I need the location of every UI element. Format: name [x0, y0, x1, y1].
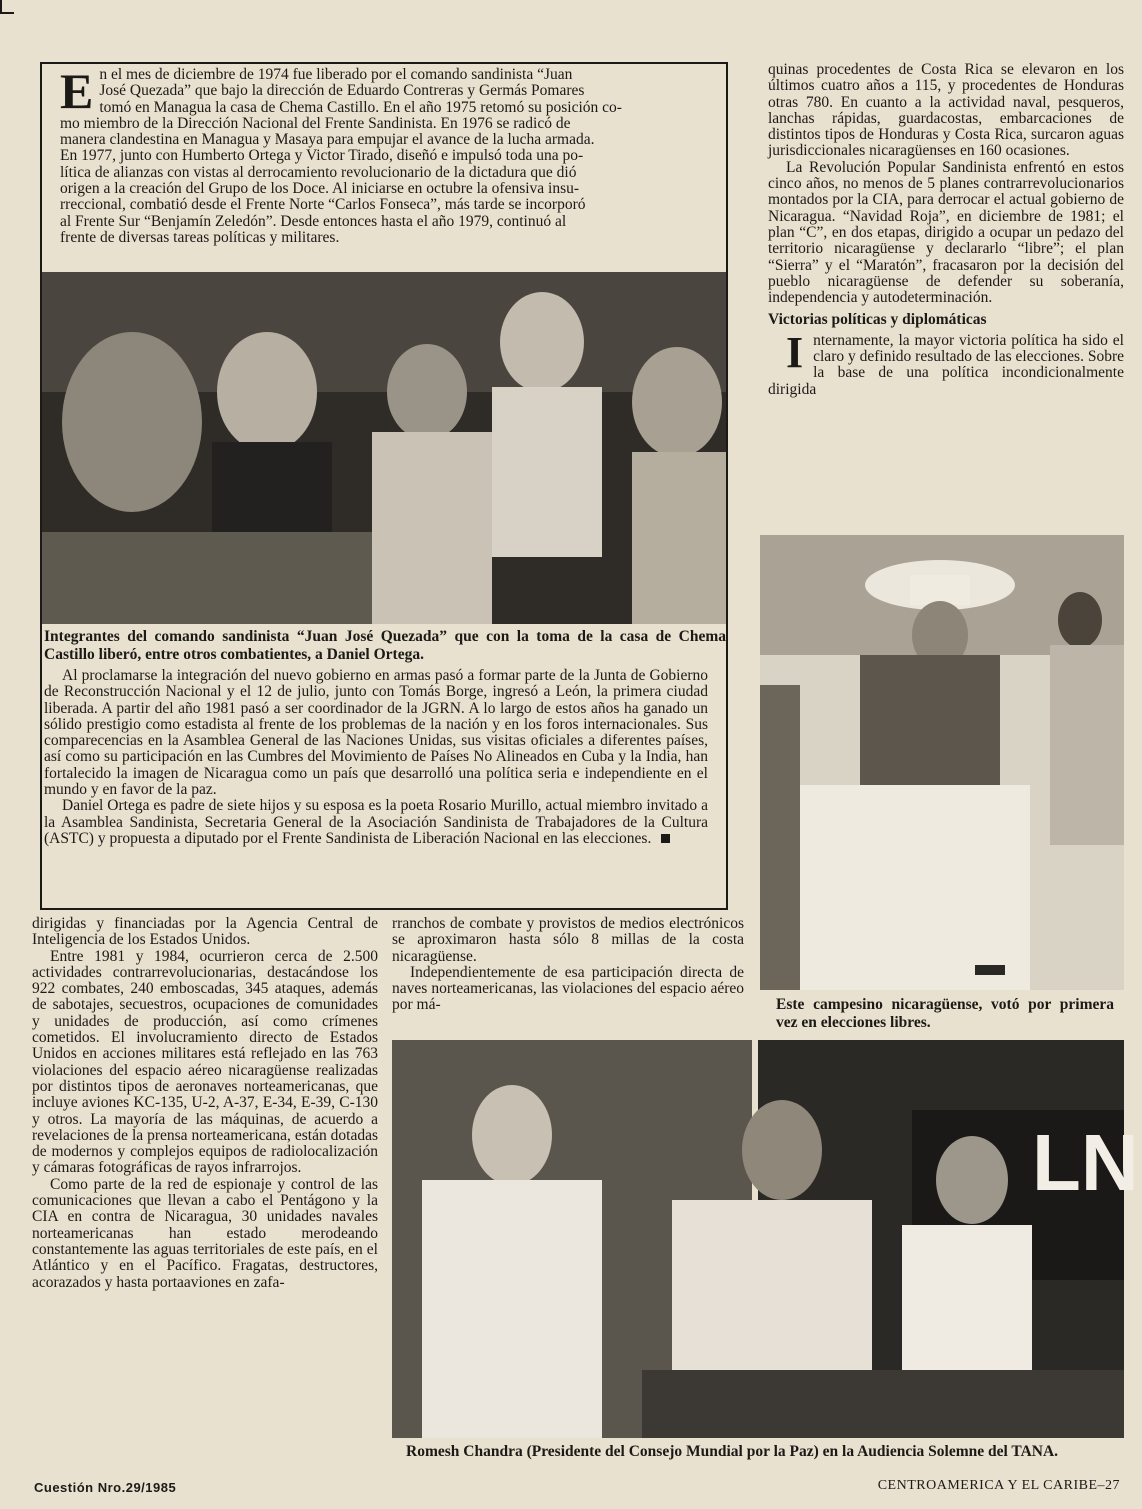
paragraph: dirigidas y financiadas por la Agencia Central de Inteligencia de los Estados Unidos. — [32, 915, 378, 949]
tana-photo-caption: Romesh Chandra (Presidente del Consejo Mundial por la Paz) en la Audiencia Solemne del TANA. — [406, 1443, 1059, 1460]
dropcap: E — [60, 63, 94, 119]
paragraph: Independientemente de esa participación directa de naves norteamericanas, las violaciones del espacio aéreo por má- — [392, 963, 744, 1014]
lower-left-column-text — [32, 916, 378, 1291]
paragraph: quinas procedentes de Costa Rica se elevaron en los últimos cuatro años a 115, y procedentes de Honduras otras 780. En cuanto a la actividad naval, pesqueros, lanchas rápidas, guardacostas, embarcaciones de distintos tipos de Honduras y Costa Rica, surcaron aguas jurisdiccionales nicaragüenses en 160 ocasiones. — [768, 61, 1124, 160]
dropcap: I — [786, 327, 804, 377]
intro-line: José Quezada” que bajo la dirección de Eduardo Contreras y Germás Pomares — [99, 82, 585, 100]
paragraph: Entre 1981 y 1984, ocurrieron cerca de 2.500 actividades contrarrevolucionarias, destacándose los 922 combates, 240 emboscadas, 345 ataques, además de sabotajes, secuestros, ocupaciones de comunidades y unidades de producción, así como crímenes cometidos. El involucramiento directo de Estados Unidos en acciones militares está reflejado en las 763 violaciones del espacio aéreo nicaragüense realizadas por distintos tipos de aeronaves norteamericanas, que incluye aviones KC-135, U-2, A-37, E-34, E-39, C-130 y otros. La mayoría de las máquinas, de acuerdo a revelaciones de la prensa norteamericana, están dotadas de modernos y complejos equipos de radiolocalización y cámaras fotográficas de rayos infrarrojos. — [32, 947, 378, 1177]
voter-photo-caption: Este campesino nicaragüense, votó por primera vez en elecciones libres. — [776, 996, 1114, 1031]
intro-line: rreccional, combatió desde el Frente Norte “Carlos Fonseca”, más tarde se incorporó — [60, 196, 586, 214]
boxed-article-body — [44, 668, 708, 847]
footer-issue: Cuestión Nro.29/1985 — [34, 1480, 177, 1495]
intro-line: mo miembro de la Dirección Nacional del Frente Sandinista. En 1976 se radicó de — [60, 114, 571, 132]
banner-lettering: LN — [1032, 1118, 1139, 1207]
paragraph — [44, 798, 708, 847]
intro-line: En 1977, junto con Humberto Ortega y Victor Tirado, diseñó e impulsó toda una po- — [60, 147, 584, 165]
intro-line: tomó en Managua la casa de Chema Castillo. En el año 1975 retomó su posición co- — [99, 98, 622, 116]
intro-line: lítica de alianzas con vistas al derrocamiento revolucionario de la dictadura que dió — [60, 163, 577, 181]
paragraph: La Revolución Popular Sandinista enfrentó en estos cinco años, no menos de 5 planes contrarrevolucionarios montados por la CIA, para derrocar el actual gobierno de Nicaragua. “Navidad Roja”, en diciembre de 1981; el plan “C”, en dos etapas, dirigido a ocupar un pedazo del territorio nicaragüense y declararlo “libre”; el plan “Sierra” y el “Maratón”, fracasaron por la decisión del pueblo nicaragüense de defender su soberanía, independencia y autodeterminación. — [768, 158, 1124, 307]
commando-photo-caption: Integrantes del comando sandinista “Juan José Quezada” que con la toma de la casa de Chema Castillo liberó, entre otros combatientes, a Daniel Ortega. — [44, 628, 726, 663]
paragraph — [768, 327, 1124, 398]
intro-line: frente de diversas tareas políticas y militares. — [60, 228, 340, 246]
middle-column-text — [392, 916, 744, 1014]
paragraph-text: nternamente, la mayor victoria política ha sido el claro y definido resultado de las elecciones. Sobre la base de una política incondicionalmente dirigida — [768, 331, 1124, 398]
boxed-article-intro — [60, 63, 720, 246]
intro-line: origen a la creación del Grupo de los Doce. Al iniciarse en octubre la ofensiva insu- — [60, 180, 580, 198]
paragraph: rranchos de combate y provistos de medios electrónicos se aproximaron hasta sólo 8 millas de la costa nicaragüense. — [392, 915, 744, 965]
tana-audience-photo — [392, 1040, 1139, 1438]
section-heading: Victorias políticas y diplomáticas — [768, 311, 987, 329]
paragraph: Al proclamarse la integración del nuevo gobierno en armas pasó a formar parte de la Junta de Gobierno de Reconstrucción Nacional y el 12 de julio, junto con Tomás Borge, ingresó a León, la primera ciudad liberada. A partir del año 1981 pasó a ser coordinador de la JGRN. A lo largo de estos años ha ganado un sólido prestigio como estadista al frente de los problemas de la nación y en los foros internacionales. Sus comparecencias en la Asamblea General de las Naciones Unidas, sus visitas oficiales a diferentes países, así como su participación en las Cumbres del Movimiento de Países No Alineados en Cuba y la India, han fortalecido la imagen de Nicaragua como un país que desarrolló una política seria e independiente en el mundo y en favor de la paz. — [44, 667, 708, 799]
intro-line: manera clandestina en Managua y Masaya para empujar el avance de la lucha armada. — [60, 131, 595, 149]
right-column-text — [768, 62, 1124, 398]
intro-line: al Frente Sur “Benjamín Zeledón”. Desde entonces hasta el año 1979, continuó al — [60, 212, 567, 230]
voter-photo — [760, 535, 1124, 990]
paragraph-text: Daniel Ortega es padre de siete hijos y su esposa es la poeta Rosario Murillo, actual miembro invitado a la Asamblea Sandinista, Secretaria General de la Asociación Sandinista de Trabajadores de la Cultura (ASTC) y propuesta a diputado por el Frente Sandinista de Liberación Nacional en las elecciones. — [44, 797, 708, 847]
page-corner-mark — [0, 0, 14, 14]
footer-section-page: CENTROAMERICA Y EL CARIBE–27 — [877, 1478, 1120, 1493]
commando-group-photo — [42, 272, 726, 624]
intro-line: n el mes de diciembre de 1974 fue liberado por el comando sandinista “Juan — [99, 66, 573, 83]
end-mark-icon — [661, 834, 670, 843]
paragraph: Como parte de la red de espionaje y control de las comunicaciones que llevan a cabo el Pentágono y la CIA en contra de Nicaragua, 30 unidades navales norteamericanas han estado merodeando constantemente las aguas territoriales de este país, en el Atlántico y en el Pacífico. Fragatas, destructores, acorazados y hasta portaaviones en zafa- — [32, 1175, 378, 1291]
